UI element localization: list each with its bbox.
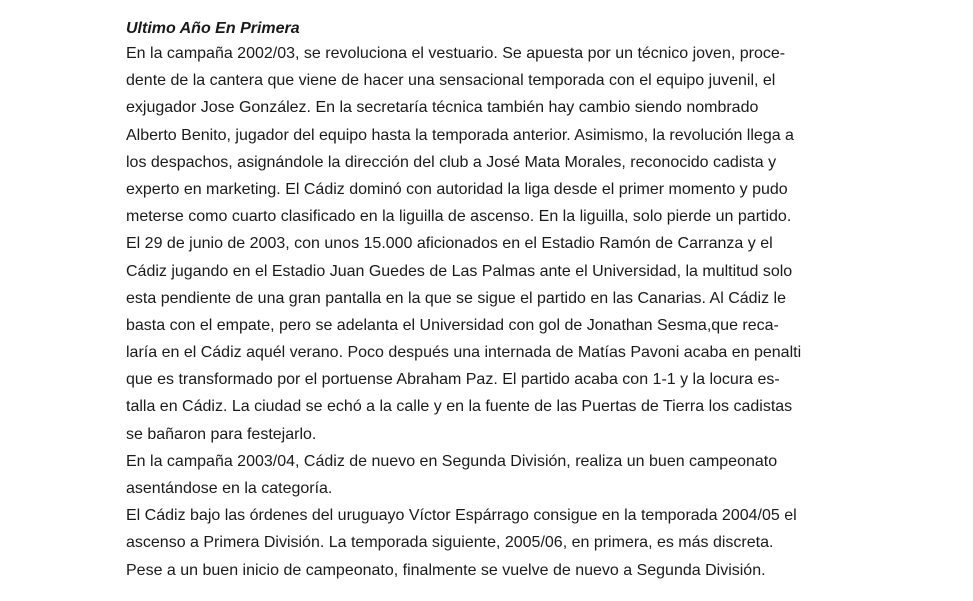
text-line: esta pendiente de una gran pantalla en la que se sigue el partido en las Canarias. Al Cádiz le [126,289,787,307]
text-line: que es transformado por el portuense Abraham Paz. El partido acaba con 1-1 y la locura es- [126,371,780,389]
text-line: talla en Cádiz. La ciudad se echó a la calle y en la fuente de las Puertas de Tierra los cadistas [126,398,793,416]
text-line: El 29 de junio de 2003, con unos 15.000 aficionados en el Estadio Ramón de Carranza y el [126,235,773,253]
text-line: Pese a un buen inicio de campeonato, finalmente se vuelve de nuevo a Segunda División. [126,561,766,579]
section-title: Ultimo Año En Primera [126,20,300,37]
text-line: En la campaña 2002/03, se revoluciona el vestuario. Se apuesta por un técnico joven, proce- [126,45,786,62]
document-body [126,18,826,584]
text-line: dente de la cantera que viene de hacer una sensacional temporada con el equipo juvenil, el [126,72,776,90]
text-line: meterse como cuarto clasificado en la liguilla de ascenso. En la liguilla, solo pierde un partido. [126,208,792,226]
text-line: En la campaña 2003/04, Cádiz de nuevo en Segunda División, realiza un buen campeonato [126,452,778,470]
text-line: experto en marketing. El Cádiz dominó con autoridad la liga desde el primer momento y pudo [126,180,788,198]
text-line: asentándose en la categoría. [126,480,333,497]
text-line: laría en el Cádiz aquél verano. Poco después una internada de Matías Pavoni acaba en penalti [126,344,802,362]
text-line: El Cádiz bajo las órdenes del uruguayo Víctor Espárrago consigue en la temporada 2004/05 el [126,507,797,525]
text-line: los despachos, asignándole la dirección del club a José Mata Morales, reconocido cadista y [126,153,777,171]
text-line: Alberto Benito, jugador del equipo hasta la temporada anterior. Asimismo, la revolución llega a [126,126,794,144]
text-line: basta con el empate, pero se adelanta el Universidad con gol de Jonathan Sesma,que reca- [126,316,779,334]
text-line: Cádiz jugando en el Estadio Juan Guedes de Las Palmas ante el Universidad, la multitud solo [126,262,793,280]
text-line: se bañaron para festejarlo. [126,425,317,443]
text-line: ascenso a Primera División. La temporada siguiente, 2005/06, en primera, es más discreta. [126,534,774,552]
paragraph-text [126,40,826,584]
text-line: exjugador Jose González. En la secretaría técnica también hay cambio siendo nombrado [126,99,759,117]
